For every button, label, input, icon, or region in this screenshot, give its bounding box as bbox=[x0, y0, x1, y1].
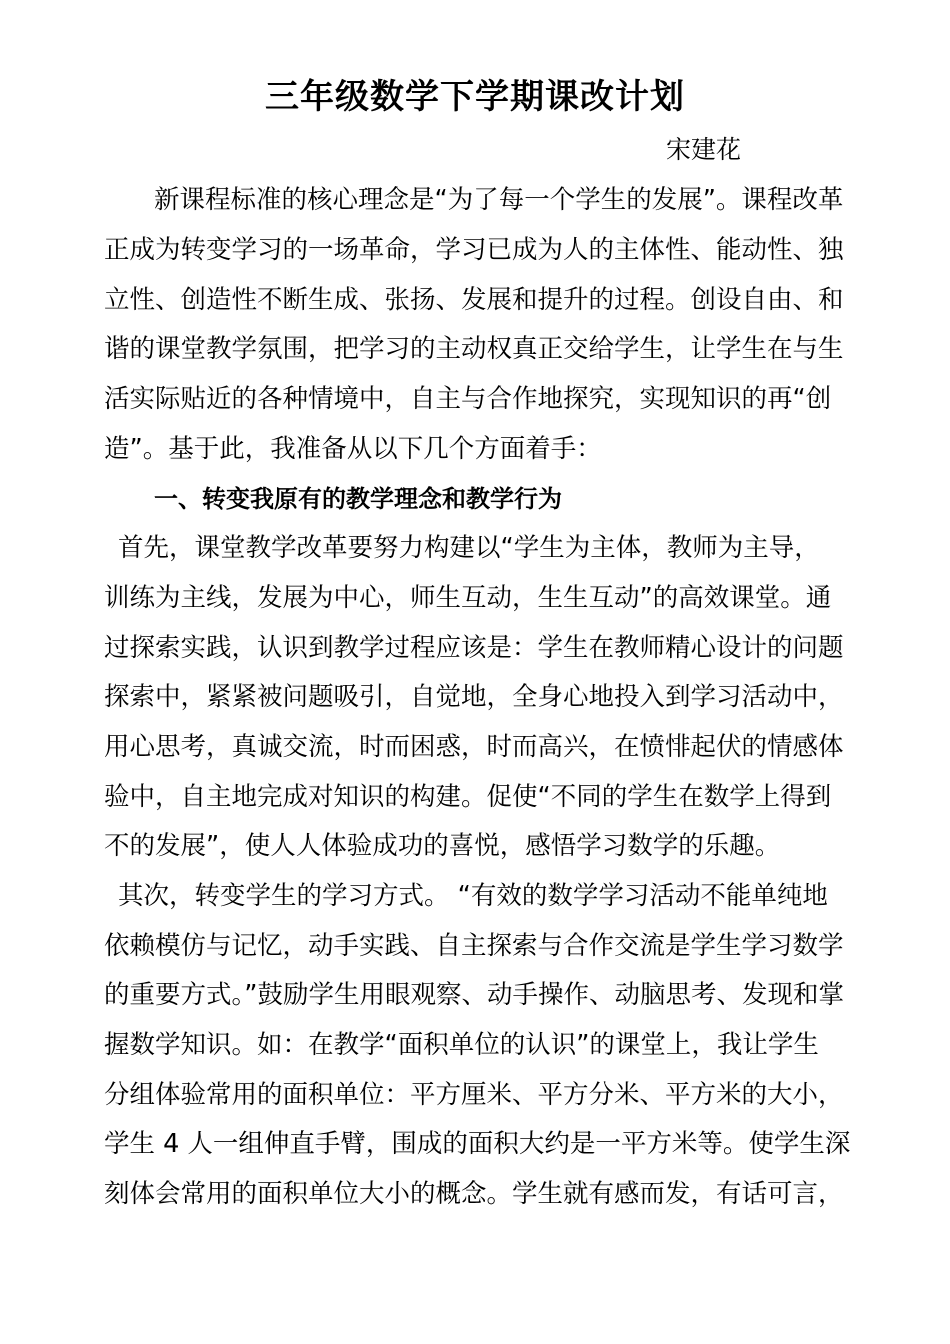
section-heading: 一、转变我原有的教学理念和教学行为 bbox=[154, 485, 562, 513]
paragraph-line: 不的发展”，使人人体验成功的喜悦，感悟学习数学的乐趣。 bbox=[104, 831, 781, 861]
paragraph-line: 的重要方式。”鼓励学生用眼观察、动手操作、动脑思考、发现和掌 bbox=[104, 980, 844, 1010]
paragraph-line: 依赖模仿与记忆，动手实践、自主探索与合作交流是学生学习数学 bbox=[104, 931, 844, 961]
paragraph-line: 探索中，紧紧被问题吸引，自觉地，全身心地投入到学习活动中， bbox=[104, 682, 844, 712]
document-title: 三年级数学下学期课改计划 bbox=[265, 77, 685, 117]
paragraph-line: 首先，课堂教学改革要努力构建以“学生为主体，教师为主导， bbox=[118, 533, 820, 563]
paragraph-line: 用心思考，真诚交流，时而困惑，时而高兴，在愤悱起伏的情感体 bbox=[104, 732, 844, 762]
paragraph-line: 其次，转变学生的学习方式。 “有效的数学学习活动不能单纯地 bbox=[118, 881, 828, 911]
intro-line: 正成为转变学习的一场革命，学习已成为人的主体性、能动性、独 bbox=[104, 235, 844, 265]
paragraph-line: 过探索实践，认识到教学过程应该是：学生在教师精心设计的问题 bbox=[104, 633, 844, 663]
intro-line: 活实际贴近的各种情境中，自主与合作地探究，实现知识的再“创 bbox=[104, 384, 832, 414]
paragraph-line: 握数学知识。如：在教学“面积单位的认识”的课堂上，我让学生 bbox=[104, 1030, 819, 1060]
intro-line: 谐的课堂教学氛围，把学习的主动权真正交给学生，让学生在与生 bbox=[104, 334, 844, 364]
intro-line: 造”。基于此，我准备从以下几个方面着手： bbox=[104, 434, 602, 464]
paragraph-line: 训练为主线，发展为中心，师生互动，生生互动”的高效课堂。通 bbox=[104, 583, 832, 613]
intro-line: 立性、创造性不断生成、张扬、发展和提升的过程。创设自由、和 bbox=[104, 285, 844, 315]
paragraph-line: 刻体会常用的面积单位大小的概念。学生就有感而发，有话可言， bbox=[104, 1179, 844, 1209]
paragraph-line: 学生 4 人一组伸直手臂，围成的面积大约是一平方米等。使学生深 bbox=[104, 1129, 851, 1159]
intro-line: 新课程标准的核心理念是“为了每一个学生的发展”。课程改革 bbox=[154, 185, 844, 215]
paragraph-line: 验中，自主地完成对知识的构建。促使“不同的学生在数学上得到 bbox=[104, 782, 832, 812]
paragraph-line: 分组体验常用的面积单位：平方厘米、平方分米、平方米的大小， bbox=[104, 1080, 844, 1110]
author-name: 宋建花 bbox=[666, 135, 742, 164]
